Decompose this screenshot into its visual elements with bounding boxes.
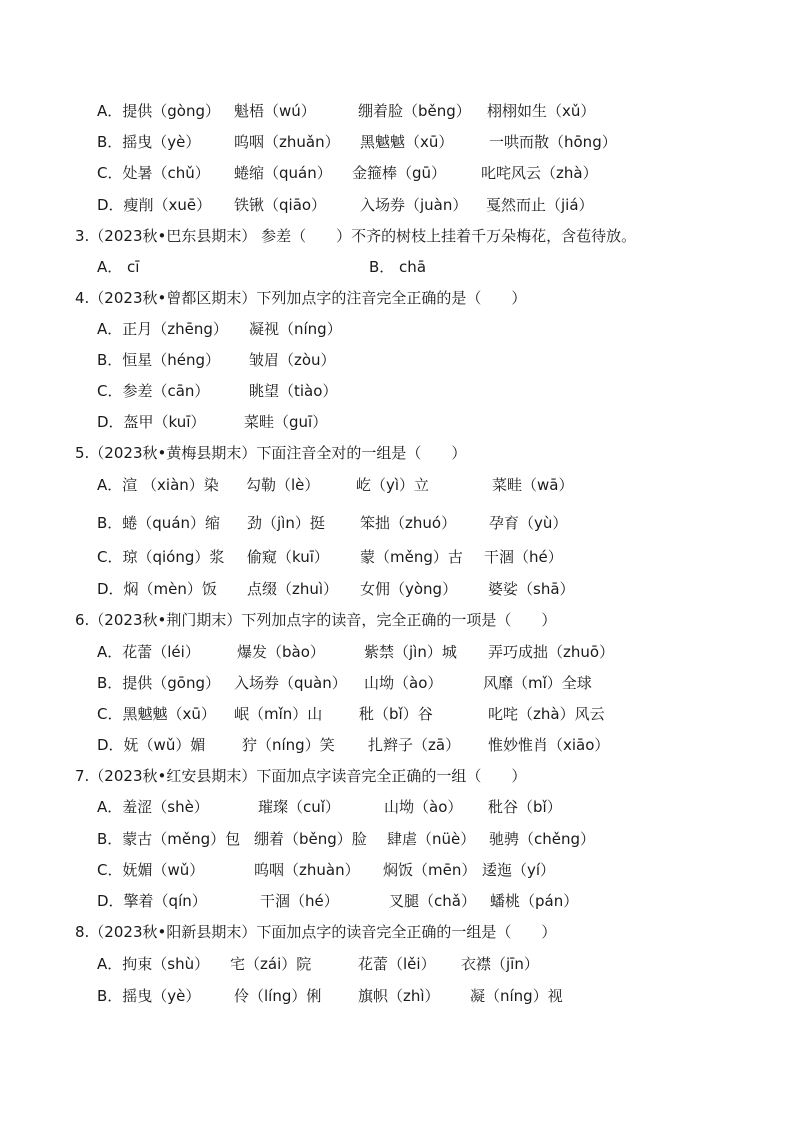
text-line — [0, 226, 794, 246]
option-item: 肆虐（nüè） — [387, 830, 476, 848]
line-lead-text: B．蜷（quán）缩 — [97, 514, 221, 532]
text-line — [0, 704, 794, 724]
option-item: 呜咽（zhuǎn） — [234, 133, 340, 151]
option-item: 呜咽（zhuàn） — [254, 861, 360, 879]
option-item: 一哄而散（hōng） — [489, 133, 617, 151]
text-line — [0, 547, 794, 567]
option-item: 绷着脸（běng） — [358, 102, 471, 120]
option-item: 叱咤（zhà）风云 — [488, 705, 605, 723]
option-item: 秕谷（bǐ） — [488, 798, 562, 816]
option-item: 眺望（tiào） — [249, 382, 338, 400]
option-item: 铁锹（qiāo） — [234, 196, 327, 214]
text-line — [0, 257, 794, 277]
text-line — [0, 610, 794, 630]
text-line — [0, 443, 794, 463]
option-item: 狞（níng）笑 — [242, 736, 335, 754]
text-line — [0, 381, 794, 401]
text-line — [0, 132, 794, 152]
line-lead-text: A．花蕾（léi） — [97, 643, 200, 661]
option-item: 蒙（měng）古 — [360, 548, 463, 566]
text-line — [0, 513, 794, 533]
option-item: 凝视（níng） — [249, 320, 342, 338]
option-item: 婆娑（shā） — [488, 580, 575, 598]
text-line — [0, 412, 794, 432]
text-line — [0, 288, 794, 308]
option-item: 凝（níng）视 — [470, 987, 563, 1005]
option-item: 干涸（hé） — [484, 548, 563, 566]
option-item: 戛然而止（jiá） — [486, 196, 594, 214]
option-item: 山坳（ào） — [364, 674, 443, 692]
text-line — [0, 195, 794, 215]
option-item: 衣襟（jīn） — [461, 955, 539, 973]
line-lead-text: B．摇曳（yè） — [97, 987, 201, 1005]
line-lead-text: 4.（2023秋•曾都区期末）下列加点字的注音完全正确的是（ ） — [75, 289, 527, 307]
line-lead-text: 3.（2023秋•巴东县期末） 参差（ ）不齐的树枝上挂着千万朵梅花，含苞待放。 — [75, 227, 637, 245]
text-line — [0, 891, 794, 911]
line-lead-text: A．正月（zhēng） — [97, 320, 228, 338]
text-line — [0, 319, 794, 339]
option-item: 花蕾（lěi） — [358, 955, 436, 973]
option-item: 扎辫子（zā） — [368, 736, 461, 754]
option-item: 孕育（yù） — [489, 514, 568, 532]
option-item: 惟妙惟肖（xiāo） — [488, 736, 610, 754]
option-item: 栩栩如生（xǔ） — [487, 102, 596, 120]
option-item: 魁梧（wú） — [234, 102, 316, 120]
option-item: 爆发（bào） — [237, 643, 325, 661]
option-item: 笨拙（zhuó） — [360, 514, 457, 532]
option-item: 岷（mǐn）山 — [234, 705, 323, 723]
text-line — [0, 350, 794, 370]
line-lead-text: B．提供（gōng） — [97, 674, 221, 692]
option-item: 绷着（běng）脸 — [254, 830, 367, 848]
text-line — [0, 986, 794, 1006]
option-item: 伶（líng）俐 — [234, 987, 322, 1005]
line-lead-text: A．拘束（shù） — [97, 955, 210, 973]
option-item: 璀璨（cuǐ） — [258, 798, 340, 816]
option-item: 山坳（ào） — [384, 798, 463, 816]
option-item: 蟠桃（pán） — [490, 892, 579, 910]
option-item: 入场券（quàn） — [234, 674, 347, 692]
line-lead-text: D．盔甲（kuī） — [97, 413, 206, 431]
option-item: B． chā — [369, 258, 427, 276]
text-line — [0, 735, 794, 755]
option-item: 干涸（hé） — [260, 892, 339, 910]
text-line — [0, 829, 794, 849]
text-line — [0, 922, 794, 942]
option-item: 偷窥（kuī） — [247, 548, 329, 566]
option-item: 旗帜（zhì） — [358, 987, 440, 1005]
option-item: 黑魆魆（xū） — [360, 133, 454, 151]
option-item: 焖饭（mēn） — [383, 861, 477, 879]
line-lead-text: C．处暑（chǔ） — [97, 164, 210, 182]
option-item: 弄巧成拙（zhuō） — [488, 643, 615, 661]
option-item: 屹（yì）立 — [356, 476, 430, 494]
line-lead-text: 6.（2023秋•荆门期末）下列加点字的读音，完全正确的一项是（ ） — [75, 611, 557, 629]
text-line — [0, 954, 794, 974]
line-lead-text: B．摇曳（yè） — [97, 133, 201, 151]
option-item: 驰骋（chěng） — [489, 830, 596, 848]
option-item: 菜畦（wā） — [492, 476, 574, 494]
option-item: 叱咤风云（zhà） — [481, 164, 598, 182]
text-line — [0, 860, 794, 880]
option-item: 皱眉（zòu） — [249, 351, 336, 369]
option-item: 叉腿（chǎ） — [389, 892, 476, 910]
text-line — [0, 475, 794, 495]
text-line — [0, 766, 794, 786]
text-line — [0, 642, 794, 662]
option-item: 菜畦（guī） — [244, 413, 328, 431]
option-item: 宅（zái）院 — [230, 955, 312, 973]
line-lead-text: D．妩（wǔ）媚 — [97, 736, 206, 754]
line-lead-text: A．羞涩（shè） — [97, 798, 209, 816]
line-lead-text: D．瘦削（xuē） — [97, 196, 212, 214]
line-lead-text: 7.（2023秋•红安县期末）下面加点字读音完全正确的一组（ ） — [75, 767, 527, 785]
option-item: 风靡（mǐ）全球 — [483, 674, 592, 692]
line-lead-text: B．蒙古（měng）包 — [97, 830, 241, 848]
text-line — [0, 797, 794, 817]
text-line — [0, 101, 794, 121]
line-lead-text: 5.（2023秋•黄梅县期末）下面注音全对的一组是（ ） — [75, 444, 467, 462]
line-lead-text: D．擎着（qín） — [97, 892, 207, 910]
line-lead-text: A．渲 （xiàn）染 — [97, 476, 219, 494]
line-lead-text: B．恒星（héng） — [97, 351, 221, 369]
option-item: 点缀（zhuì） — [247, 580, 339, 598]
option-item: 蜷缩（quán） — [234, 164, 332, 182]
text-line — [0, 163, 794, 183]
text-line — [0, 579, 794, 599]
line-lead-text: C．妩媚（wǔ） — [97, 861, 205, 879]
line-lead-text: A．提供（gòng） — [97, 102, 220, 120]
option-item: 逶迤（yí） — [482, 861, 556, 879]
option-item: 入场券（juàn） — [360, 196, 468, 214]
option-item: 紫禁（jìn）城 — [364, 643, 457, 661]
option-item: 金箍棒（gū） — [352, 164, 447, 182]
option-item: 勾勒（lè） — [246, 476, 320, 494]
line-lead-text: A． cī — [97, 258, 140, 276]
option-item: 女佣（yòng） — [360, 580, 458, 598]
option-item: 秕（bǐ）谷 — [359, 705, 433, 723]
line-lead-text: C．黑魆魆（xū） — [97, 705, 216, 723]
line-lead-text: C．参差（cān） — [97, 382, 210, 400]
option-item: 劲（jìn）挺 — [247, 514, 325, 532]
line-lead-text: C．琼（qióng）浆 — [97, 548, 225, 566]
line-lead-text: D．焖（mèn）饭 — [97, 580, 217, 598]
text-line — [0, 673, 794, 693]
line-lead-text: 8.（2023秋•阳新县期末）下面加点字的读音完全正确的一组是（ ） — [75, 923, 557, 941]
